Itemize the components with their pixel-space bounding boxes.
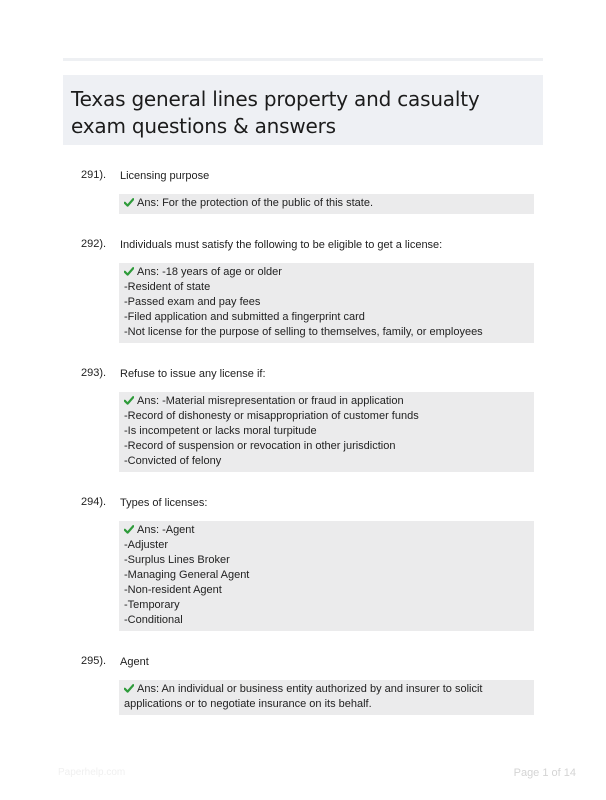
answer-text: Ans: -Material misrepresentation or fraud in application: [137, 395, 404, 407]
answer-line: [124, 280, 529, 295]
answer-text: -Surplus Lines Broker: [124, 554, 230, 566]
answer-line: [124, 598, 529, 613]
check-icon: [124, 198, 134, 207]
question-text: Licensing purpose: [120, 170, 210, 182]
answer-box: [119, 194, 534, 214]
answer-text: -Non-resident Agent: [124, 584, 222, 596]
answer-line: [124, 682, 529, 712]
answer-line: [124, 583, 529, 598]
answer-text: -Convicted of felony: [124, 455, 222, 467]
answer-line: [124, 196, 529, 211]
question-row: [0, 365, 606, 383]
answer-line: [124, 409, 529, 424]
answer-line: [124, 568, 529, 583]
page-number: Page 1 of 14: [513, 767, 576, 779]
question-number: 291).: [81, 169, 107, 181]
check-icon: [124, 684, 134, 693]
answer-line: [124, 553, 529, 568]
answer-line: [124, 424, 529, 439]
answer-line: [124, 439, 529, 454]
answer-text: -Temporary: [124, 599, 180, 611]
question-text: Types of licenses:: [120, 497, 208, 509]
answer-line: [124, 538, 529, 553]
page-title: Texas general lines property and casualty exam questions & answers: [71, 87, 480, 138]
qa-item: [0, 167, 606, 214]
question-row: [0, 653, 606, 671]
answer-box: [119, 263, 534, 343]
answer-line: [124, 523, 529, 538]
answer-text: Ans: -Agent: [137, 524, 195, 536]
check-icon: [124, 525, 134, 534]
qa-item: [0, 236, 606, 343]
answer-line: [124, 454, 529, 469]
answer-text: -Record of suspension or revocation in other jurisdiction: [124, 440, 396, 452]
qa-item: [0, 653, 606, 715]
question-number: 295).: [81, 655, 107, 667]
question-number: 294).: [81, 496, 107, 508]
top-divider: [63, 58, 543, 61]
answer-box: [119, 521, 534, 631]
question-row: [0, 236, 606, 254]
answer-line: [124, 265, 529, 280]
answer-text: -Passed exam and pay fees: [124, 296, 261, 308]
question-text: Agent: [120, 656, 149, 668]
answer-text: -Adjuster: [124, 539, 169, 551]
answer-box: [119, 680, 534, 715]
answer-text: Ans: An individual or business entity authorized by and insurer to solicit applications or to negotiate insurance on its behalf.: [124, 683, 483, 710]
check-icon: [124, 267, 134, 276]
question-text: Individuals must satisfy the following to be eligible to get a license:: [120, 239, 443, 251]
question-number: 292).: [81, 238, 107, 250]
answer-line: [124, 310, 529, 325]
answer-line: [124, 613, 529, 628]
answer-text: -Filed application and submitted a fingerprint card: [124, 311, 365, 323]
answer-text: -Is incompetent or lacks moral turpitude: [124, 425, 317, 437]
footer-watermark: Paperhelp.com: [58, 767, 126, 778]
question-number: 293).: [81, 367, 107, 379]
check-icon: [124, 396, 134, 405]
answer-text: -Record of dishonesty or misappropriation of customer funds: [124, 410, 419, 422]
question-row: [0, 167, 606, 185]
answer-line: [124, 295, 529, 310]
question-row: [0, 494, 606, 512]
answer-text: Ans: For the protection of the public of this state.: [137, 197, 374, 209]
qa-item: [0, 365, 606, 472]
question-text: Refuse to issue any license if:: [120, 368, 266, 380]
answer-line: [124, 325, 529, 340]
title-banner: [63, 75, 543, 145]
answer-text: Ans: -18 years of age or older: [137, 266, 282, 278]
answer-text: -Managing General Agent: [124, 569, 250, 581]
answer-text: -Resident of state: [124, 281, 211, 293]
answer-text: -Not license for the purpose of selling to themselves, family, or employees: [124, 326, 483, 338]
qa-list: [0, 167, 606, 737]
answer-line: [124, 394, 529, 409]
qa-item: [0, 494, 606, 631]
answer-box: [119, 392, 534, 472]
answer-text: -Conditional: [124, 614, 183, 626]
